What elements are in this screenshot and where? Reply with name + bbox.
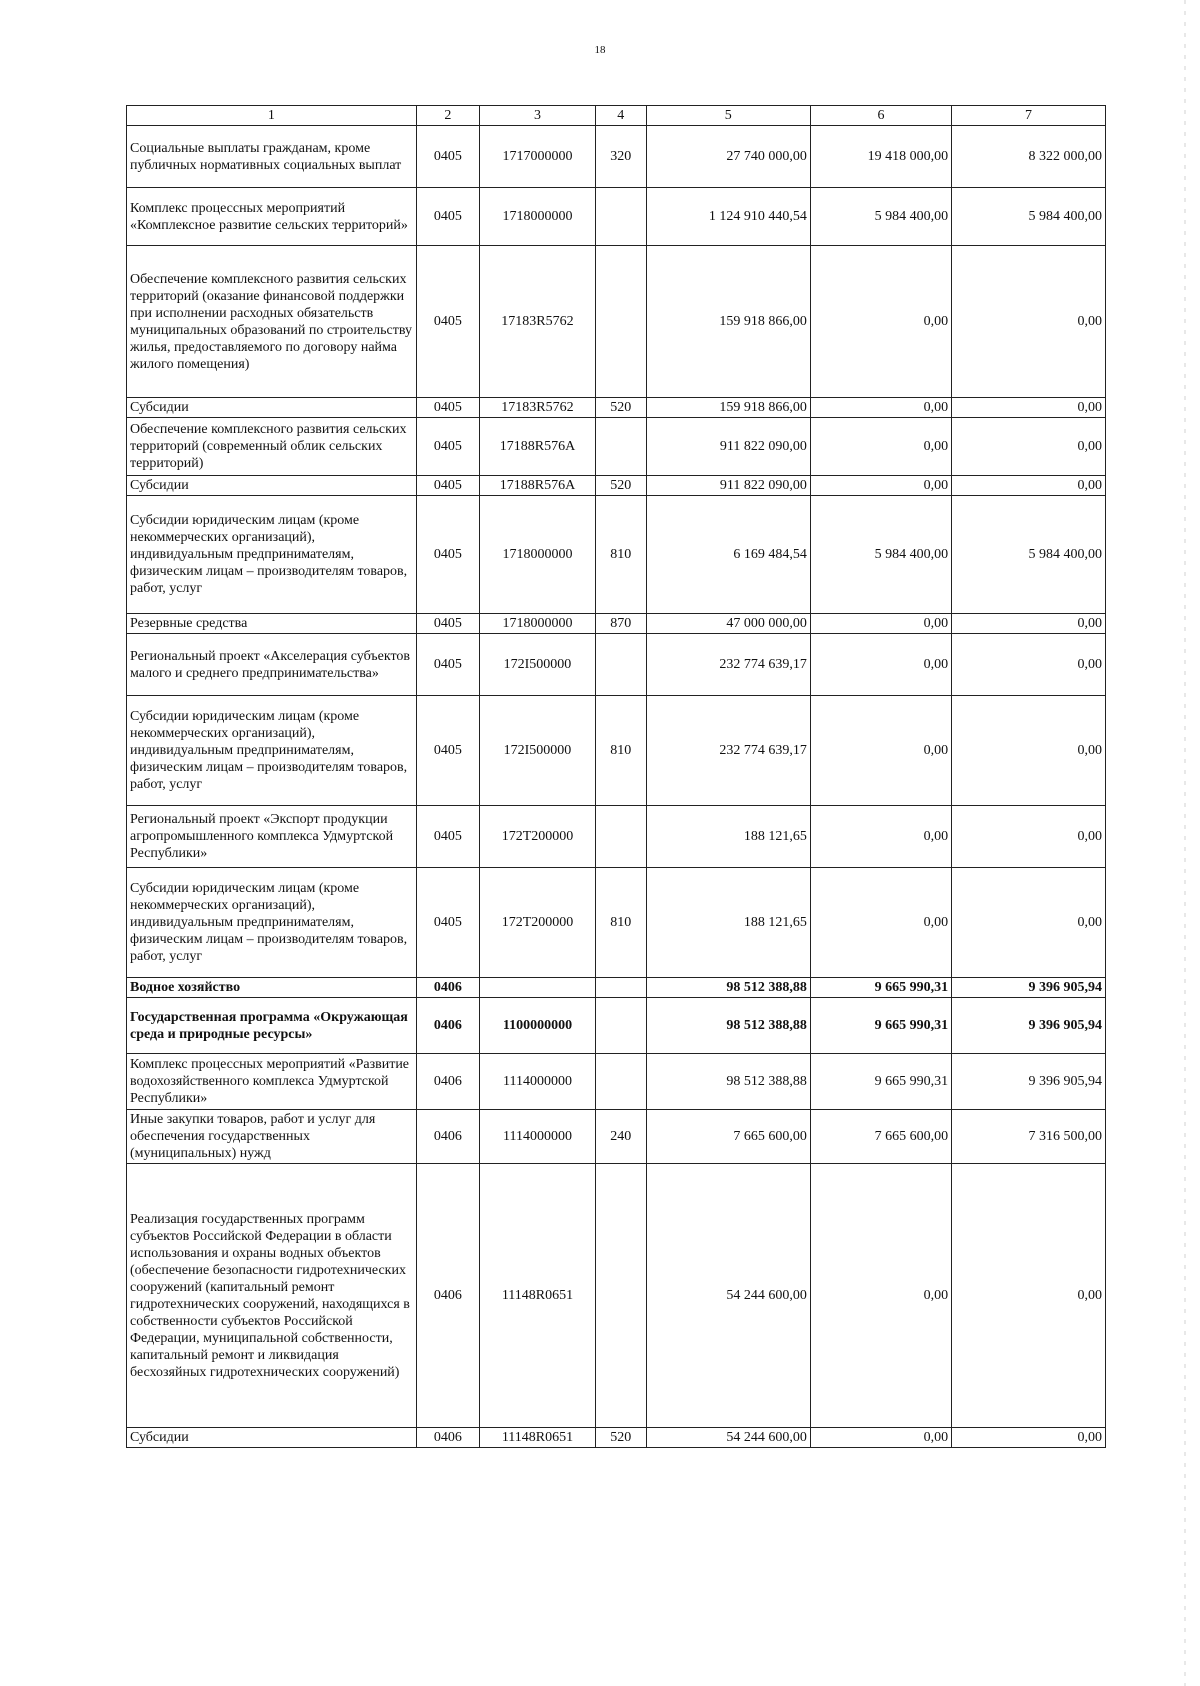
row-csr-cell: 17183R5762 xyxy=(480,246,596,398)
row-vr-cell: 810 xyxy=(595,496,646,614)
row-vr-cell: 870 xyxy=(595,614,646,634)
row-sum1-cell: 188 121,65 xyxy=(646,806,810,868)
row-csr-cell: 172T200000 xyxy=(480,868,596,978)
row-vr-cell xyxy=(595,998,646,1054)
row-csr-cell: 17183R5762 xyxy=(480,398,596,418)
row-sum1-cell: 6 169 484,54 xyxy=(646,496,810,614)
header-cell: 5 xyxy=(646,106,810,126)
table-body xyxy=(127,106,1106,1448)
row-sum2-cell: 0,00 xyxy=(810,418,951,476)
row-razdel-cell: 0405 xyxy=(416,188,479,246)
row-sum3-cell: 8 322 000,00 xyxy=(952,126,1106,188)
row-razdel-cell: 0405 xyxy=(416,496,479,614)
row-name-cell: Региональный проект «Экспорт продукции агропромышленного комплекса Удмуртской Республики» xyxy=(127,806,417,868)
row-razdel-cell: 0406 xyxy=(416,978,479,998)
row-sum2-cell: 0,00 xyxy=(810,868,951,978)
row-csr-cell: 172I500000 xyxy=(480,696,596,806)
row-csr-cell xyxy=(480,978,596,998)
row-sum3-cell: 5 984 400,00 xyxy=(952,188,1106,246)
row-sum2-cell: 0,00 xyxy=(810,398,951,418)
row-sum1-cell: 159 918 866,00 xyxy=(646,398,810,418)
table-row xyxy=(127,1164,1106,1428)
row-razdel-cell: 0405 xyxy=(416,398,479,418)
table-row xyxy=(127,126,1106,188)
row-name-cell: Водное хозяйство xyxy=(127,978,417,998)
row-vr-cell: 810 xyxy=(595,696,646,806)
row-sum3-cell: 0,00 xyxy=(952,398,1106,418)
row-name-cell: Субсидии юридическим лицам (кроме некоммерческих организаций), индивидуальным предпринимателям, физическим лицам – производителям товаров, работ, услуг xyxy=(127,696,417,806)
row-name-cell: Социальные выплаты гражданам, кроме публичных нормативных социальных выплат xyxy=(127,126,417,188)
row-razdel-cell: 0406 xyxy=(416,1428,479,1448)
table-row xyxy=(127,188,1106,246)
header-cell: 4 xyxy=(595,106,646,126)
row-sum3-cell: 7 316 500,00 xyxy=(952,1110,1106,1164)
row-razdel-cell: 0406 xyxy=(416,1164,479,1428)
header-cell: 6 xyxy=(810,106,951,126)
row-sum1-cell: 54 244 600,00 xyxy=(646,1164,810,1428)
row-vr-cell xyxy=(595,246,646,398)
row-name-cell: Субсидии xyxy=(127,398,417,418)
row-sum2-cell: 0,00 xyxy=(810,1164,951,1428)
budget-table xyxy=(126,105,1106,1448)
row-razdel-cell: 0405 xyxy=(416,868,479,978)
row-name-cell: Субсидии юридическим лицам (кроме некоммерческих организаций), индивидуальным предпринимателям, физическим лицам – производителям товаров, работ, услуг xyxy=(127,868,417,978)
row-sum1-cell: 7 665 600,00 xyxy=(646,1110,810,1164)
row-sum3-cell: 9 396 905,94 xyxy=(952,978,1106,998)
row-sum2-cell: 0,00 xyxy=(810,246,951,398)
row-sum3-cell: 5 984 400,00 xyxy=(952,496,1106,614)
scan-edge-artifact xyxy=(1184,0,1186,1686)
row-razdel-cell: 0406 xyxy=(416,1110,479,1164)
row-name-cell: Государственная программа «Окружающая среда и природные ресурсы» xyxy=(127,998,417,1054)
table-row xyxy=(127,998,1106,1054)
row-sum2-cell: 0,00 xyxy=(810,476,951,496)
row-csr-cell: 1114000000 xyxy=(480,1110,596,1164)
table-row xyxy=(127,496,1106,614)
header-cell: 3 xyxy=(480,106,596,126)
row-sum2-cell: 9 665 990,31 xyxy=(810,1054,951,1110)
row-vr-cell: 320 xyxy=(595,126,646,188)
row-sum2-cell: 0,00 xyxy=(810,696,951,806)
header-row xyxy=(127,106,1106,126)
row-sum3-cell: 9 396 905,94 xyxy=(952,1054,1106,1110)
row-csr-cell: 17188R576A xyxy=(480,418,596,476)
row-vr-cell xyxy=(595,978,646,998)
row-sum1-cell: 27 740 000,00 xyxy=(646,126,810,188)
row-razdel-cell: 0405 xyxy=(416,476,479,496)
row-sum1-cell: 98 512 388,88 xyxy=(646,978,810,998)
page-number: 18 xyxy=(594,44,606,56)
row-razdel-cell: 0405 xyxy=(416,418,479,476)
row-sum2-cell: 0,00 xyxy=(810,806,951,868)
row-vr-cell: 810 xyxy=(595,868,646,978)
row-vr-cell xyxy=(595,188,646,246)
row-vr-cell xyxy=(595,1164,646,1428)
row-name-cell: Обеспечение комплексного развития сельских территорий (современный облик сельских территорий) xyxy=(127,418,417,476)
header-cell: 2 xyxy=(416,106,479,126)
row-name-cell: Субсидии xyxy=(127,476,417,496)
row-name-cell: Субсидии юридическим лицам (кроме некоммерческих организаций), индивидуальным предпринимателям, физическим лицам – производителям товаров, работ, услуг xyxy=(127,496,417,614)
row-vr-cell: 520 xyxy=(595,398,646,418)
table-row xyxy=(127,806,1106,868)
row-sum2-cell: 0,00 xyxy=(810,614,951,634)
row-sum1-cell: 54 244 600,00 xyxy=(646,1428,810,1448)
table-row xyxy=(127,614,1106,634)
row-sum1-cell: 232 774 639,17 xyxy=(646,634,810,696)
row-sum1-cell: 232 774 639,17 xyxy=(646,696,810,806)
row-vr-cell: 240 xyxy=(595,1110,646,1164)
row-sum3-cell: 9 396 905,94 xyxy=(952,998,1106,1054)
table-row xyxy=(127,476,1106,496)
row-name-cell: Иные закупки товаров, работ и услуг для обеспечения государственных (муниципальных) нужд xyxy=(127,1110,417,1164)
row-razdel-cell: 0406 xyxy=(416,1054,479,1110)
row-sum1-cell: 159 918 866,00 xyxy=(646,246,810,398)
row-vr-cell: 520 xyxy=(595,476,646,496)
row-sum2-cell: 5 984 400,00 xyxy=(810,496,951,614)
table-row xyxy=(127,696,1106,806)
row-sum2-cell: 7 665 600,00 xyxy=(810,1110,951,1164)
row-sum3-cell: 0,00 xyxy=(952,634,1106,696)
row-razdel-cell: 0405 xyxy=(416,614,479,634)
table-row xyxy=(127,1428,1106,1448)
row-razdel-cell: 0405 xyxy=(416,696,479,806)
table-row xyxy=(127,1054,1106,1110)
row-sum1-cell: 1 124 910 440,54 xyxy=(646,188,810,246)
table-row xyxy=(127,978,1106,998)
table-row xyxy=(127,418,1106,476)
row-vr-cell xyxy=(595,806,646,868)
row-csr-cell: 1717000000 xyxy=(480,126,596,188)
row-csr-cell: 1100000000 xyxy=(480,998,596,1054)
row-name-cell: Региональный проект «Акселерация субъектов малого и среднего предпринимательства» xyxy=(127,634,417,696)
row-razdel-cell: 0405 xyxy=(416,634,479,696)
row-name-cell: Субсидии xyxy=(127,1428,417,1448)
table-row xyxy=(127,868,1106,978)
row-csr-cell: 1114000000 xyxy=(480,1054,596,1110)
row-sum1-cell: 188 121,65 xyxy=(646,868,810,978)
row-sum3-cell: 0,00 xyxy=(952,614,1106,634)
row-name-cell: Резервные средства xyxy=(127,614,417,634)
row-sum2-cell: 0,00 xyxy=(810,1428,951,1448)
row-vr-cell: 520 xyxy=(595,1428,646,1448)
row-vr-cell xyxy=(595,634,646,696)
row-razdel-cell: 0405 xyxy=(416,806,479,868)
row-sum3-cell: 0,00 xyxy=(952,1164,1106,1428)
row-sum2-cell: 9 665 990,31 xyxy=(810,998,951,1054)
row-razdel-cell: 0406 xyxy=(416,998,479,1054)
row-sum3-cell: 0,00 xyxy=(952,246,1106,398)
row-sum1-cell: 911 822 090,00 xyxy=(646,418,810,476)
row-sum2-cell: 9 665 990,31 xyxy=(810,978,951,998)
row-csr-cell: 1718000000 xyxy=(480,614,596,634)
row-razdel-cell: 0405 xyxy=(416,246,479,398)
table-row xyxy=(127,1110,1106,1164)
table-row xyxy=(127,634,1106,696)
row-name-cell: Реализация государственных программ субъектов Российской Федерации в области использования и охраны водных объектов (обеспечение безопасности гидротехнических сооружений (капитальный ремонт гидротехнических сооружений, находящихся в собственности субъектов Российской Федерации, муниципальной собственности, капитальный ремонт и ликвидация бесхозяйных гидротехнических сооружений) xyxy=(127,1164,417,1428)
row-sum3-cell: 0,00 xyxy=(952,476,1106,496)
row-name-cell: Обеспечение комплексного развития сельских территорий (оказание финансовой поддержки при исполнении расходных обязательств муниципальных образований по строительству жилья, предоставляемого по договору найма жилого помещения) xyxy=(127,246,417,398)
header-cell: 7 xyxy=(952,106,1106,126)
row-sum1-cell: 911 822 090,00 xyxy=(646,476,810,496)
row-sum1-cell: 98 512 388,88 xyxy=(646,1054,810,1110)
row-csr-cell: 172T200000 xyxy=(480,806,596,868)
row-sum3-cell: 0,00 xyxy=(952,868,1106,978)
row-name-cell: Комплекс процессных мероприятий «Комплексное развитие сельских территорий» xyxy=(127,188,417,246)
table-row xyxy=(127,246,1106,398)
row-csr-cell: 11148R0651 xyxy=(480,1428,596,1448)
row-csr-cell: 11148R0651 xyxy=(480,1164,596,1428)
row-sum3-cell: 0,00 xyxy=(952,696,1106,806)
row-sum3-cell: 0,00 xyxy=(952,418,1106,476)
table-row xyxy=(127,398,1106,418)
row-csr-cell: 172I500000 xyxy=(480,634,596,696)
row-csr-cell: 17188R576A xyxy=(480,476,596,496)
row-csr-cell: 1718000000 xyxy=(480,188,596,246)
row-name-cell: Комплекс процессных мероприятий «Развитие водохозяйственного комплекса Удмуртской Республики» xyxy=(127,1054,417,1110)
row-sum3-cell: 0,00 xyxy=(952,1428,1106,1448)
row-sum2-cell: 0,00 xyxy=(810,634,951,696)
row-razdel-cell: 0405 xyxy=(416,126,479,188)
row-sum1-cell: 47 000 000,00 xyxy=(646,614,810,634)
row-sum1-cell: 98 512 388,88 xyxy=(646,998,810,1054)
header-cell: 1 xyxy=(127,106,417,126)
row-csr-cell: 1718000000 xyxy=(480,496,596,614)
row-vr-cell xyxy=(595,1054,646,1110)
row-sum2-cell: 5 984 400,00 xyxy=(810,188,951,246)
row-sum2-cell: 19 418 000,00 xyxy=(810,126,951,188)
row-sum3-cell: 0,00 xyxy=(952,806,1106,868)
row-vr-cell xyxy=(595,418,646,476)
